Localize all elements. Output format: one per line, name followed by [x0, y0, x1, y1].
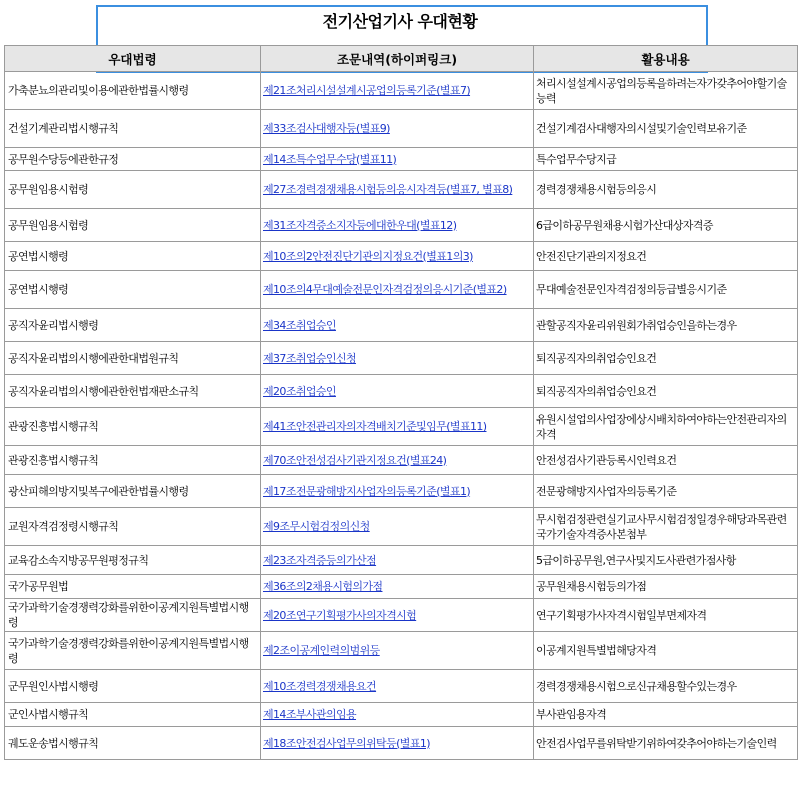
usage-cell: 5급이하공무원,연구사및지도사관련가점사항: [534, 546, 798, 575]
article-link[interactable]: 제34조취업승인: [263, 318, 336, 332]
preference-table: [4, 45, 798, 760]
usage-cell: 6급이하공무원채용시험가산대상자격증: [534, 209, 798, 242]
article-link[interactable]: 제14조특수업무수당(별표11): [263, 152, 397, 166]
article-cell: [261, 703, 534, 727]
law-cell: 공연법시행령: [5, 242, 261, 271]
article-link[interactable]: 제23조자격증등의가산점: [263, 553, 377, 567]
table-row: [5, 271, 798, 309]
usage-cell: 퇴직공직자의취업승인요건: [534, 342, 798, 375]
law-cell: 군무원인사법시행령: [5, 670, 261, 703]
article-link[interactable]: 제36조의2채용시험의가점: [263, 580, 383, 593]
usage-cell: 공무원채용시험등의가점: [534, 575, 798, 599]
usage-cell: 안전검사업무를위탁받기위하여갖추어야하는기술인력: [534, 727, 798, 760]
usage-cell: 퇴직공직자의취업승인요건: [534, 375, 798, 408]
table-row: [5, 342, 798, 375]
usage-cell: 관할공직자윤리위원회가취업승인을하는경우: [534, 309, 798, 342]
usage-cell: 특수업무수당지급: [534, 148, 798, 171]
usage-cell: 전문광해방지사업자의등록기준: [534, 475, 798, 508]
table-body: [5, 72, 798, 760]
article-cell: [261, 408, 534, 446]
article-cell: [261, 271, 534, 309]
usage-cell: 유원시설업의사업장에상시배치하여야하는안전관리자의자격: [534, 408, 798, 446]
article-cell: [261, 727, 534, 760]
article-link[interactable]: 제10조경력경쟁채용요건: [263, 679, 377, 693]
usage-cell: 처리시설설계시공업의등록을하려는자가갖추어야할기술능력: [534, 72, 798, 110]
article-cell: [261, 475, 534, 508]
law-cell: 공무원수당등에관한규정: [5, 148, 261, 171]
article-link[interactable]: 제41조안전관리자의자격배치기준및임무(별표11): [263, 420, 487, 433]
article-cell: [261, 508, 534, 546]
article-link[interactable]: 제31조자격증소지자등에대한우대(별표12): [263, 218, 457, 232]
table-row: [5, 727, 798, 760]
article-link[interactable]: 제33조검사대행자등(별표9): [263, 122, 390, 135]
article-link[interactable]: 제9조무시험검정의신청: [263, 520, 370, 533]
article-link[interactable]: 제2조이공계인력의범위등: [263, 644, 380, 657]
law-cell: 건설기계관리법시행규칙: [5, 110, 261, 148]
table-row: [5, 508, 798, 546]
article-link[interactable]: 제17조전문광해방지사업자의등록기준(별표1): [263, 484, 471, 498]
header-law: 우대법령: [5, 46, 261, 72]
table-row: [5, 148, 798, 171]
article-cell: [261, 546, 534, 575]
usage-cell: 연구기획평가사자격시험일부면제자격: [534, 599, 798, 632]
table-row: [5, 599, 798, 632]
article-cell: [261, 110, 534, 148]
article-link[interactable]: 제20조취업승인: [263, 384, 336, 398]
article-cell: [261, 446, 534, 475]
law-cell: 교육감소속지방공무원평정규칙: [5, 546, 261, 575]
article-cell: [261, 575, 534, 599]
table-row: [5, 475, 798, 508]
table-row: [5, 309, 798, 342]
article-cell: [261, 242, 534, 271]
article-cell: [261, 171, 534, 209]
page-title: 전기산업기사 우대현황: [322, 12, 478, 31]
table-row: [5, 110, 798, 148]
law-cell: 교원자격검정령시행규칙: [5, 508, 261, 546]
article-link[interactable]: 제20조연구기획평가사의자격시험: [263, 608, 417, 622]
article-link[interactable]: 제21조처리시설설계시공업의등록기준(별표7): [263, 84, 471, 97]
usage-cell: 안전진단기관의지정요건: [534, 242, 798, 271]
law-cell: 공직자윤리법의시행에관한대법원규칙: [5, 342, 261, 375]
law-cell: 공무원임용시험령: [5, 171, 261, 209]
header-row: [5, 46, 798, 72]
usage-cell: 이공계지원특별법해당자격: [534, 632, 798, 670]
table-row: [5, 242, 798, 271]
law-cell: 국가과학기술경쟁력강화를위한이공계지원특별법시행령: [5, 632, 261, 670]
law-cell: 군인사법시행규칙: [5, 703, 261, 727]
table-row: [5, 446, 798, 475]
table-row: [5, 670, 798, 703]
table-row: [5, 546, 798, 575]
table-row: [5, 375, 798, 408]
article-cell: [261, 148, 534, 171]
law-cell: 공무원임용시험령: [5, 209, 261, 242]
law-cell: 광산피해의방지및복구에관한법률시행령: [5, 475, 261, 508]
header-article: 조문내역(하이퍼링크): [261, 46, 534, 72]
table-row: [5, 171, 798, 209]
table-row: [5, 575, 798, 599]
table-row: [5, 209, 798, 242]
article-cell: [261, 309, 534, 342]
article-link[interactable]: 제10조의2안전진단기관의지정요건(별표1의3): [263, 249, 473, 263]
article-cell: [261, 599, 534, 632]
law-cell: 국가과학기술경쟁력강화를위한이공계지원특별법시행령: [5, 599, 261, 632]
usage-cell: 부사관임용자격: [534, 703, 798, 727]
law-cell: 가축분뇨의관리및이용에관한법률시행령: [5, 72, 261, 110]
law-cell: 국가공무원법: [5, 575, 261, 599]
table-row: [5, 632, 798, 670]
article-link[interactable]: 제70조안전성검사기관지정요건(별표24): [263, 453, 447, 467]
usage-cell: 경력경쟁채용시험등의응시: [534, 171, 798, 209]
article-link[interactable]: 제18조안전검사업무의위탁등(별표1): [263, 736, 430, 750]
table-row: [5, 703, 798, 727]
table-row: [5, 72, 798, 110]
law-cell: 공직자윤리법시행령: [5, 309, 261, 342]
law-cell: 공직자윤리법의시행에관한헌법재판소규칙: [5, 375, 261, 408]
usage-cell: 경력경쟁채용시험으로신규채용할수있는경우: [534, 670, 798, 703]
usage-cell: 무시험검정관련실기교사무시험검정일경우해당과목관련국가기술자격증사본첨부: [534, 508, 798, 546]
article-cell: [261, 209, 534, 242]
usage-cell: 무대예술전문인자격검정의등급별응시기준: [534, 271, 798, 309]
article-cell: [261, 632, 534, 670]
article-cell: [261, 72, 534, 110]
header-usage: 활용내용: [534, 46, 798, 72]
article-link[interactable]: 제10조의4무대예술전문인자격검정의응시기준(별표2): [263, 283, 507, 296]
article-cell: [261, 670, 534, 703]
article-cell: [261, 375, 534, 408]
article-link[interactable]: 제27조경력경쟁채용시험등의응시자격등(별표7, 별표8): [263, 183, 513, 196]
usage-cell: 건설기계검사대행자의시설및기술인력보유기준: [534, 110, 798, 148]
law-cell: 궤도운송법시행규칙: [5, 727, 261, 760]
law-cell: 관광진흥법시행규칙: [5, 446, 261, 475]
law-cell: 공연법시행령: [5, 271, 261, 309]
table-row: [5, 408, 798, 446]
article-link[interactable]: 제37조취업승인신청: [263, 351, 357, 365]
usage-cell: 안전성검사기관등록시인력요건: [534, 446, 798, 475]
law-cell: 관광진흥법시행규칙: [5, 408, 261, 446]
article-link[interactable]: 제14조부사관의임용: [263, 708, 357, 721]
article-cell: [261, 342, 534, 375]
